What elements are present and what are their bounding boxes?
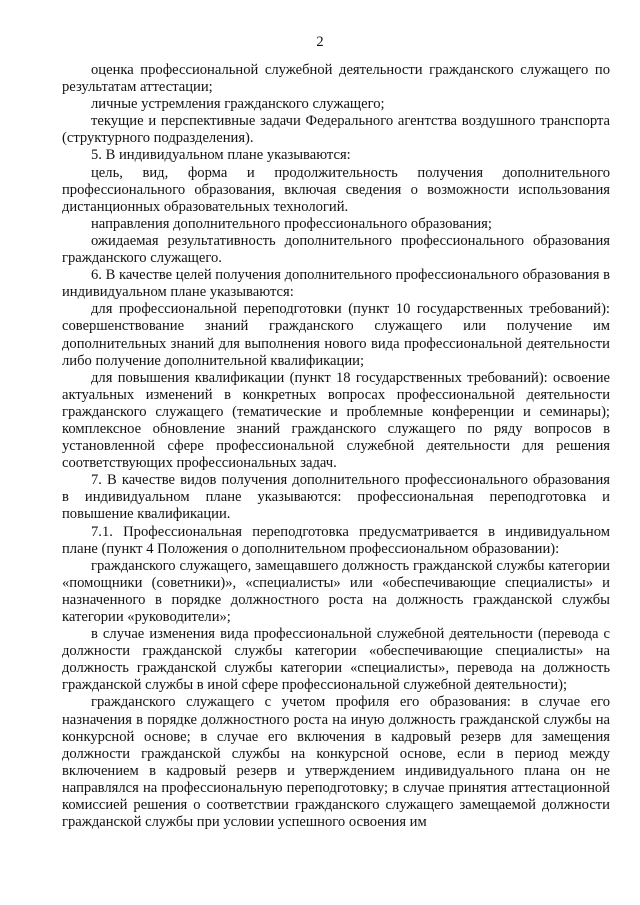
paragraph-attestation-assessment: оценка профессиональной служебной деятельности гражданского служащего по результатам аттестации; [62,62,610,96]
paragraph-promoted-servant: гражданского служащего, замещавшего должность гражданской службы категории «помощники (советники)», «специалисты» или «обеспечивающие специалисты» и назначенного в порядке должностного роста на должность гражданской службы категории «руководители»; [62,557,610,625]
paragraph-activity-change: в случае изменения вида профессиональной служебной деятельности (перевода с должности гражданской службы категории «обеспечивающие специалисты» на должность гражданской службы категории «специалисты», перевода на должность гражданской службы в иной сфере профессиональной служебной деятельности); [62,626,610,694]
paragraph-item-6: 6. В качестве целей получения дополнительного профессионального образования в индивидуальном плане указываются: [62,267,610,301]
paragraph-retraining-goal: для профессиональной переподготовки (пункт 10 государственных требований): совершенствование знаний гражданского служащего или получение им дополнительных знаний для выполнения нового вида профессиональной деятельности либо получение дополнительной квалификации; [62,301,610,369]
paragraph-goal-type-form: цель, вид, форма и продолжительность получения дополнительного профессионального образования, включая сведения о возможности использования дистанционных образовательных технологий. [62,164,610,215]
paragraph-agency-tasks: текущие и перспективные задачи Федерального агентства воздушного транспорта (структурного подразделения). [62,113,610,147]
paragraph-item-7-1: 7.1. Профессиональная переподготовка предусматривается в индивидуальном плане (пункт 4 Положения о дополнительном профессиональном образовании): [62,523,610,557]
paragraph-item-5: 5. В индивидуальном плане указываются: [91,147,351,164]
page-number: 2 [316,34,324,50]
document-body [62,62,610,831]
paragraph-item-7: 7. В качестве видов получения дополнительного профессионального образования в индивидуальном плане указываются: профессиональная переподготовка и повышение квалификации. [62,472,610,523]
paragraph-qualification-goal: для повышения квалификации (пункт 18 государственных требований): освоение актуальных изменений в конкретных вопросах профессиональной деятельности гражданского служащего (тематические и проблемные конференции и семинары); комплексное обновление знаний гражданского служащего по ряду вопросов в установленной сфере профессиональной служебной деятельности для решения соответствующих профессиональных задач. [62,369,610,472]
paragraph-personal-aspirations: личные устремления гражданского служащего; [91,96,385,113]
paragraph-expected-results: ожидаемая результативность дополнительного профессионального образования гражданского служащего. [62,232,610,267]
paragraph-directions: направления дополнительного профессионального образования; [91,215,492,232]
paragraph-education-profile: гражданского служащего с учетом профиля его образования: в случае его назначения в порядке должностного роста на иную должность гражданской службы на конкурсной основе; в случае его включения в кадровый резерв для замещения должности гражданской службы на конкурсной основе, если в период между включением в кадровый резерв и утверждением индивидуального плана он не направлялся на профессиональную переподготовку; в случае принятия аттестационной комиссией решения о соответствии гражданского служащего замещаемой должности гражданской службы при условии успешного освоения им [62,694,610,831]
